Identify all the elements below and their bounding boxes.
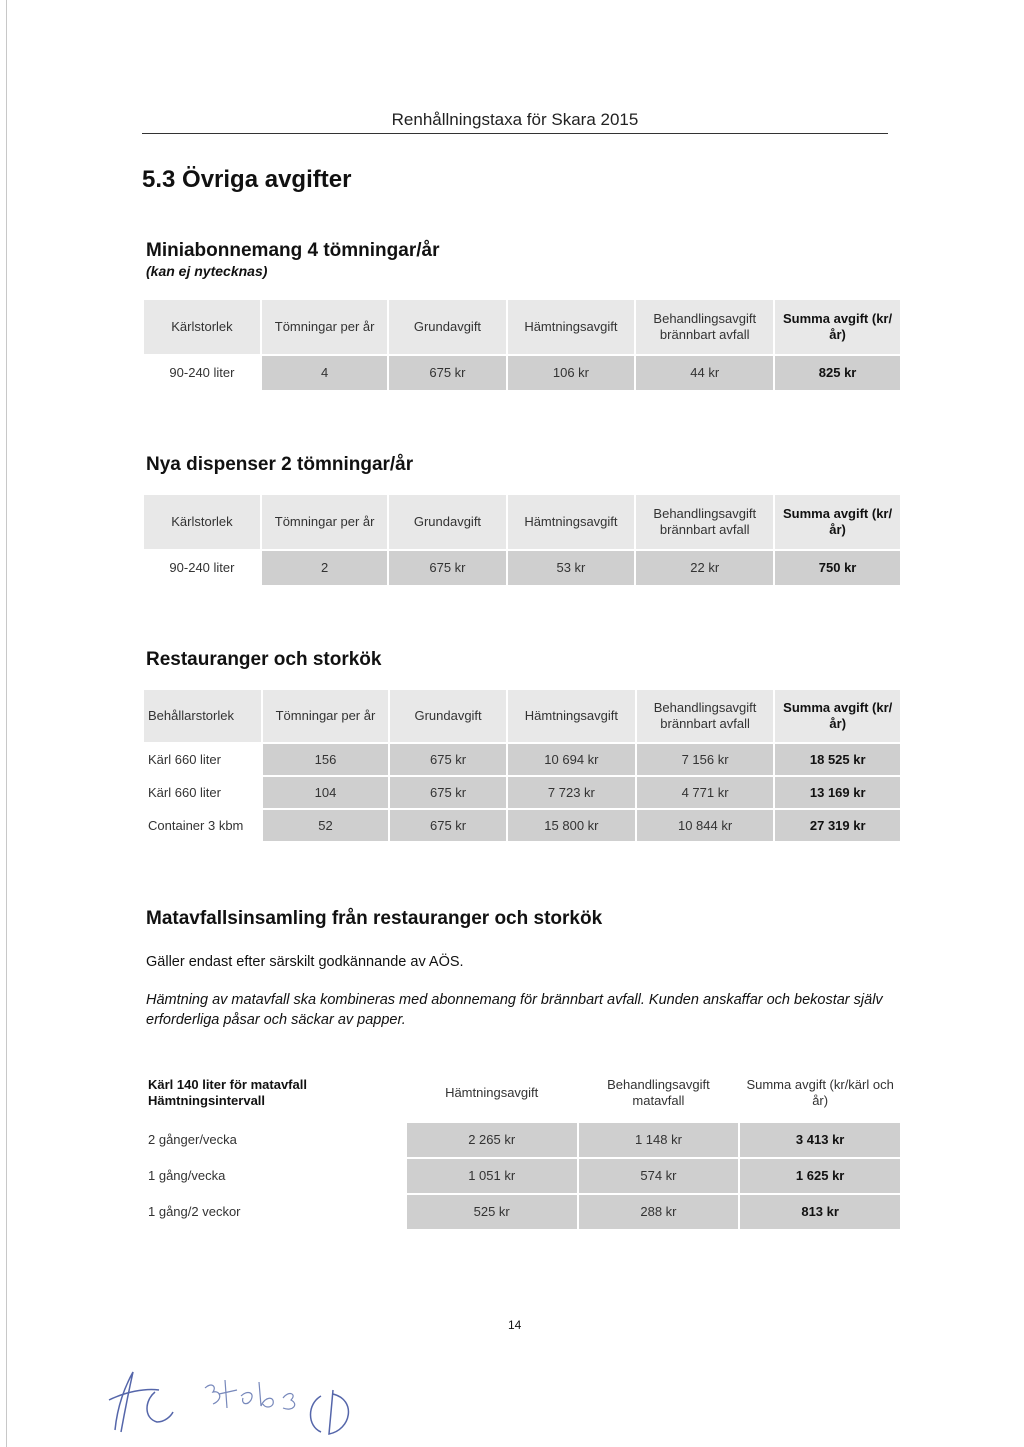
header-rule	[142, 133, 888, 134]
cell: 288 kr	[579, 1195, 739, 1229]
col-header: Grundavgift	[389, 495, 505, 549]
cell: 574 kr	[579, 1159, 739, 1193]
cell: 10 844 kr	[637, 810, 774, 841]
cell: 675 kr	[389, 356, 505, 390]
cell: 525 kr	[407, 1195, 577, 1229]
col-header: Behandlingsavgift brännbart avfall	[636, 495, 773, 549]
scan-edge-line	[6, 0, 7, 1447]
col-header: Tömningar per år	[262, 300, 387, 354]
mat-heading: Matavfallsinsamling från restauranger och storkök	[146, 908, 603, 929]
rest-table	[142, 688, 902, 843]
col-header: Summa avgift (kr/år)	[775, 300, 900, 354]
col-header: Hämtningsavgift	[508, 690, 635, 742]
cell: 675 kr	[390, 777, 506, 808]
cell: 4 771 kr	[637, 777, 774, 808]
table-row	[144, 356, 900, 390]
cell: 813 kr	[740, 1195, 900, 1229]
cell: 156	[263, 744, 388, 775]
dispens-table	[142, 493, 902, 587]
col-header: Behandlingsavgift matavfall	[579, 1065, 739, 1121]
table-row	[144, 1123, 900, 1157]
mat-paragraph-2: Hämtning av matavfall ska kombineras med abonnemang för brännbart avfall. Kunden anskaffar och bekostar själv erforderliga påsar och säckar av papper.	[146, 992, 883, 1028]
dispens-heading: Nya dispenser 2 tömningar/år	[146, 454, 414, 475]
table-row	[144, 1195, 900, 1229]
cell: 750 kr	[775, 551, 900, 585]
col-header: Hämtningsavgift	[508, 495, 635, 549]
section-title: 5.3 Övriga avgifter	[142, 166, 352, 193]
mini-subheading: (kan ej nytecknas)	[146, 263, 268, 279]
table-row	[144, 777, 900, 808]
cell: 53 kr	[508, 551, 635, 585]
cell: 52	[263, 810, 388, 841]
cell: 825 kr	[775, 356, 900, 390]
col-header: Tömningar per år	[263, 690, 388, 742]
mini-header-row	[144, 300, 900, 354]
col-header: Kärlstorlek	[144, 495, 260, 549]
col-header: Summa avgift (kr/år)	[775, 690, 900, 742]
col-header: Behandlingsavgift brännbart avfall	[636, 300, 773, 354]
cell: Kärl 660 liter	[144, 777, 261, 808]
cell: 675 kr	[390, 810, 506, 841]
col-header: Kärlstorlek	[144, 300, 260, 354]
cell: 2 265 kr	[407, 1123, 577, 1157]
page-header: Renhållningstaxa för Skara 2015	[391, 110, 639, 129]
cell: 675 kr	[389, 551, 505, 585]
col-header: Summa avgift (kr/kärl och år)	[740, 1065, 900, 1121]
cell: Container 3 kbm	[144, 810, 261, 841]
mat-header-row	[144, 1065, 900, 1121]
cell: 44 kr	[636, 356, 773, 390]
table-row	[144, 551, 900, 585]
rest-header-row	[144, 690, 900, 742]
col-header: Behandlingsavgift brännbart avfall	[637, 690, 774, 742]
mini-table	[142, 298, 902, 392]
cell: 10 694 kr	[508, 744, 635, 775]
cell: 2 gånger/vecka	[144, 1123, 405, 1157]
cell: 7 723 kr	[508, 777, 635, 808]
cell: 90-240 liter	[144, 551, 260, 585]
cell: 3 413 kr	[740, 1123, 900, 1157]
mat-paragraph-1: Gäller endast efter särskilt godkännande av AÖS.	[146, 954, 464, 970]
col-header: Hämtningsavgift	[508, 300, 635, 354]
cell: 1 051 kr	[407, 1159, 577, 1193]
cell: 106 kr	[508, 356, 635, 390]
mini-heading: Miniabonnemang 4 tömningar/år	[146, 240, 440, 261]
col-header: Grundavgift	[389, 300, 505, 354]
cell: 2	[262, 551, 387, 585]
cell: 1 148 kr	[579, 1123, 739, 1157]
cell: 1 625 kr	[740, 1159, 900, 1193]
cell: 1 gång/vecka	[144, 1159, 405, 1193]
table-row	[144, 744, 900, 775]
col-header: Hämtningsavgift	[407, 1065, 577, 1121]
col-header: Kärl 140 liter för matavfall Hämtningsintervall	[144, 1065, 405, 1121]
col-header: Tömningar per år	[262, 495, 387, 549]
rest-heading: Restauranger och storkök	[146, 649, 382, 670]
cell: 90-240 liter	[144, 356, 260, 390]
cell: 18 525 kr	[775, 744, 900, 775]
col-header: Behållarstorlek	[144, 690, 261, 742]
dispens-header-row	[144, 495, 900, 549]
table-row	[144, 1159, 900, 1193]
cell: 22 kr	[636, 551, 773, 585]
cell: 1 gång/2 veckor	[144, 1195, 405, 1229]
col-header: Grundavgift	[390, 690, 506, 742]
cell: 104	[263, 777, 388, 808]
table-row	[144, 810, 900, 841]
cell: 675 kr	[390, 744, 506, 775]
page-number: 14	[508, 1318, 522, 1332]
cell: 27 319 kr	[775, 810, 900, 841]
cell: 7 156 kr	[637, 744, 774, 775]
cell: 13 169 kr	[775, 777, 900, 808]
cell: 15 800 kr	[508, 810, 635, 841]
col-header: Summa avgift (kr/år)	[775, 495, 900, 549]
signature-initials	[85, 1360, 365, 1440]
cell: Kärl 660 liter	[144, 744, 261, 775]
cell: 4	[262, 356, 387, 390]
mat-table	[142, 1063, 902, 1231]
